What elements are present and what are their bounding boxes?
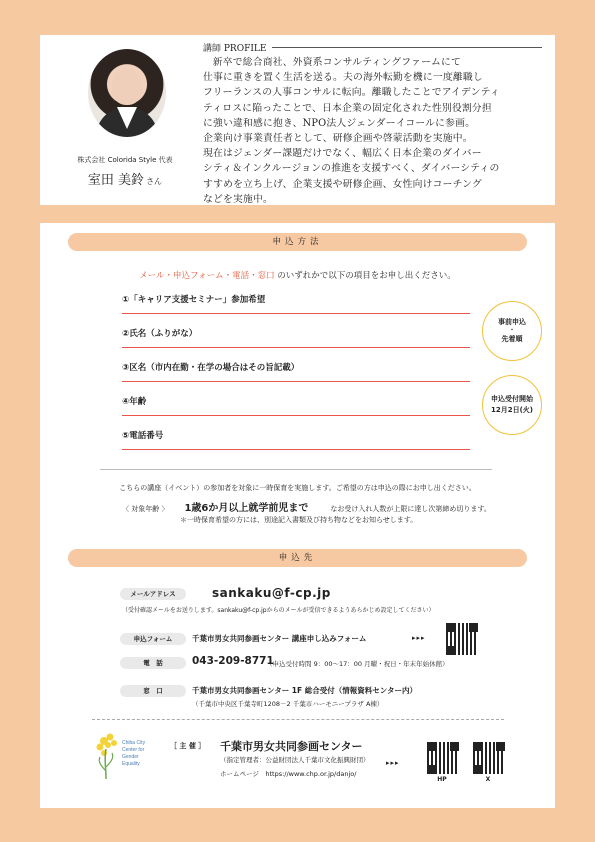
email-label: メールアドレス	[120, 588, 186, 600]
badge-text: 12月2日(火)	[490, 406, 533, 414]
divider	[92, 719, 504, 720]
application-field	[122, 427, 470, 450]
badge-text: 事前申込	[498, 318, 526, 326]
divider	[100, 469, 492, 470]
hp-qr-code[interactable]	[426, 741, 460, 775]
application-form-link[interactable]: 千葉市男女共同参画センター 講座申し込みフォーム	[192, 634, 367, 643]
application-field-label: ③区名（市内在勤・在学の場合はその旨記載）	[122, 363, 300, 373]
application-field	[122, 325, 470, 348]
childcare-target	[122, 499, 491, 514]
application-field	[122, 393, 470, 416]
application-field	[122, 359, 470, 382]
profile-line: フリーランスの人事コンサルに転向。離職したことでアイデンティ	[203, 87, 500, 99]
arrow-icon: ▸▸▸	[386, 759, 400, 767]
form-label: 申込フォーム	[120, 633, 186, 645]
application-field	[122, 291, 470, 314]
logo-text: Chiba City	[122, 740, 146, 746]
window-label: 窓 口	[120, 685, 186, 697]
homepage-link[interactable]: ホームページ https://www.chp.or.jp/danjo/	[220, 770, 357, 778]
advance-registration-badge	[482, 301, 542, 361]
method-heading: 申込方法	[68, 233, 527, 251]
method-intro	[40, 269, 555, 281]
instructor-honorific: さん	[146, 177, 163, 186]
profile-line: ティロスに陥ったことで、日本企業の固定化された性別役割分担	[203, 102, 492, 114]
email-address[interactable]: sankaku@f-cp.jp	[212, 586, 331, 600]
method-intro-rest: のいずれかで以下の項目をお申し出ください。	[274, 271, 456, 281]
childcare-capacity: なお受け入れ人数が上限に達し次第締め切ります。	[330, 505, 491, 513]
window-location: 千葉市男女共同参画センター 1F 総合受付（情報資料センター内）	[192, 686, 417, 695]
address: （千葉市中央区千葉寺町1208－2 千葉市ハーモニープラザ A棟）	[192, 700, 384, 708]
method-intro-highlight: メール・申込フォーム・電話・窓口	[139, 271, 275, 281]
childcare-note: ＊一時保育希望の方には、別途記入書類及び持ち物などをお知らせします。	[180, 516, 418, 524]
application-field-label: ②氏名（ふりがな）	[122, 329, 198, 339]
childcare-age: 1歳6か月以上就学前児まで	[184, 503, 309, 514]
childcare-target-label: 〈 対象年齢 〉	[122, 505, 169, 513]
profile-card	[40, 35, 555, 205]
email-note: （受付確認メールをお送りします。sankaku@f-cp.jpからのメールが受信できるようあらかじめ設定してください）	[122, 607, 435, 614]
application-field-label: ④年齢	[122, 397, 147, 407]
instructor-photo	[88, 49, 166, 137]
phone-hours: （申込受付時間 9：00～17：00 月曜・祝日・年末年始休館）	[266, 660, 449, 668]
profile-text	[203, 55, 548, 207]
instructor-name	[60, 169, 190, 188]
organizer-label: ［ 主 催 ］	[170, 742, 206, 750]
application-field-label: ⑤電話番号	[122, 431, 164, 441]
profile-line: シティ＆インクルージョンの推進を支援すべく、ダイバーシティの	[203, 163, 500, 175]
logo-text: Center for	[122, 747, 145, 753]
profile-line: すすめを立ち上げ、企業支援や研修企画、女性向けコーチング	[203, 178, 482, 190]
profile-line: 新卒で総合商社、外資系コンサルティングファームにて	[212, 57, 462, 68]
childcare-text: こちらの講座（イベント）の参加者を対象に一時保育を実施します。ご希望の方は申込の際にお申し出ください。	[119, 484, 476, 492]
destination-heading: 申込先	[68, 549, 527, 567]
organizer-logo	[92, 731, 162, 781]
badge-dot: ・	[508, 327, 515, 334]
organizer-sub: （指定管理者：公益財団法人千葉市文化振興財団）	[220, 756, 370, 764]
profile-line: に強い違和感に抱き、NPO法人ジェンダーイコールに参画。	[203, 117, 476, 129]
hp-qr-label: HP	[437, 776, 447, 783]
badge-text: 申込受付開始	[491, 395, 533, 403]
profile-heading-text: 講師 PROFILE	[203, 44, 267, 54]
registration-start-badge	[482, 375, 542, 435]
logo-text: Equality	[122, 761, 140, 767]
application-card	[40, 223, 555, 808]
arrow-icon: ▸▸▸	[412, 634, 426, 642]
x-qr-label: X	[485, 776, 491, 783]
profile-line: 現在はジェンダー課題だけでなく、幅広く日本企業のダイバー	[203, 148, 482, 160]
phone-number[interactable]: 043-209-8771	[192, 655, 274, 667]
form-qr-code[interactable]	[445, 622, 479, 656]
application-field-label: ①「キャリア支援セミナー」参加希望	[122, 295, 266, 305]
organizer-name: 千葉市男女共同参画センター	[220, 740, 363, 753]
phone-label: 電 話	[120, 657, 186, 669]
profile-line: 仕事に重きを置く生活を送る。夫の海外転勤を機に一度離職し	[203, 72, 483, 84]
badge-text: 先着順	[501, 335, 523, 343]
profile-line: 企業向け事業責任者として、研修企画や啓蒙活動を実施中。	[203, 133, 473, 145]
x-qr-code[interactable]	[472, 741, 506, 775]
logo-text: Gender	[122, 754, 139, 760]
instructor-company: 株式会社 Colorida Style 代表	[77, 156, 173, 164]
instructor-name-text: 室田 美鈴	[87, 173, 145, 188]
profile-line: などを実施中。	[203, 193, 273, 205]
profile-heading	[203, 41, 542, 54]
